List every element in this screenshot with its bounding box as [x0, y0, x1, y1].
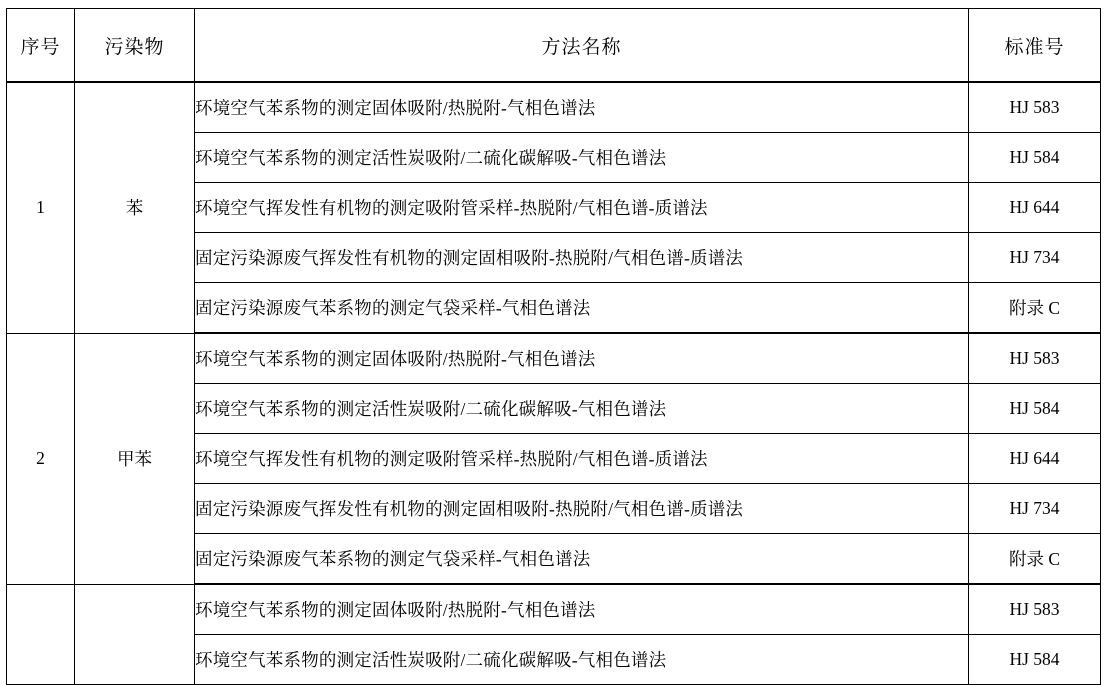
cell-method: 固定污染源废气苯系物的测定气袋采样-气相色谱法	[195, 283, 969, 334]
cell-method: 固定污染源废气挥发性有机物的测定固相吸附-热脱附/气相色谱-质谱法	[195, 484, 969, 534]
cell-standard: HJ 584	[969, 635, 1101, 685]
cell-method: 环境空气苯系物的测定固体吸附/热脱附-气相色谱法	[195, 82, 969, 133]
cell-standard: HJ 583	[969, 584, 1101, 635]
cell-standard: HJ 584	[969, 133, 1101, 183]
cell-method: 环境空气苯系物的测定固体吸附/热脱附-气相色谱法	[195, 584, 969, 635]
table-row	[7, 584, 1101, 635]
cell-standard: 附录 C	[969, 283, 1101, 334]
header-standard: 标准号	[969, 9, 1101, 83]
cell-standard: HJ 583	[969, 333, 1101, 384]
cell-standard: 附录 C	[969, 534, 1101, 585]
table-row	[7, 333, 1101, 384]
cell-pollutant	[75, 584, 195, 685]
standards-table	[6, 8, 1101, 685]
cell-standard: HJ 734	[969, 233, 1101, 283]
cell-standard: HJ 734	[969, 484, 1101, 534]
cell-no	[7, 584, 75, 685]
header-method: 方法名称	[195, 9, 969, 83]
cell-pollutant: 甲苯	[75, 333, 195, 584]
cell-standard: HJ 583	[969, 82, 1101, 133]
cell-method: 环境空气挥发性有机物的测定吸附管采样-热脱附/气相色谱-质谱法	[195, 183, 969, 233]
table-header-row	[7, 9, 1101, 83]
cell-standard: HJ 644	[969, 434, 1101, 484]
cell-method: 环境空气苯系物的测定活性炭吸附/二硫化碳解吸-气相色谱法	[195, 384, 969, 434]
header-pollutant: 污染物	[75, 9, 195, 83]
header-no: 序号	[7, 9, 75, 83]
cell-standard: HJ 584	[969, 384, 1101, 434]
cell-no: 2	[7, 333, 75, 584]
cell-no: 1	[7, 82, 75, 333]
cell-standard: HJ 644	[969, 183, 1101, 233]
cell-method: 环境空气苯系物的测定固体吸附/热脱附-气相色谱法	[195, 333, 969, 384]
cell-pollutant: 苯	[75, 82, 195, 333]
table-row	[7, 82, 1101, 133]
cell-method: 固定污染源废气苯系物的测定气袋采样-气相色谱法	[195, 534, 969, 585]
cell-method: 环境空气苯系物的测定活性炭吸附/二硫化碳解吸-气相色谱法	[195, 133, 969, 183]
cell-method: 环境空气苯系物的测定活性炭吸附/二硫化碳解吸-气相色谱法	[195, 635, 969, 685]
cell-method: 固定污染源废气挥发性有机物的测定固相吸附-热脱附/气相色谱-质谱法	[195, 233, 969, 283]
cell-method: 环境空气挥发性有机物的测定吸附管采样-热脱附/气相色谱-质谱法	[195, 434, 969, 484]
